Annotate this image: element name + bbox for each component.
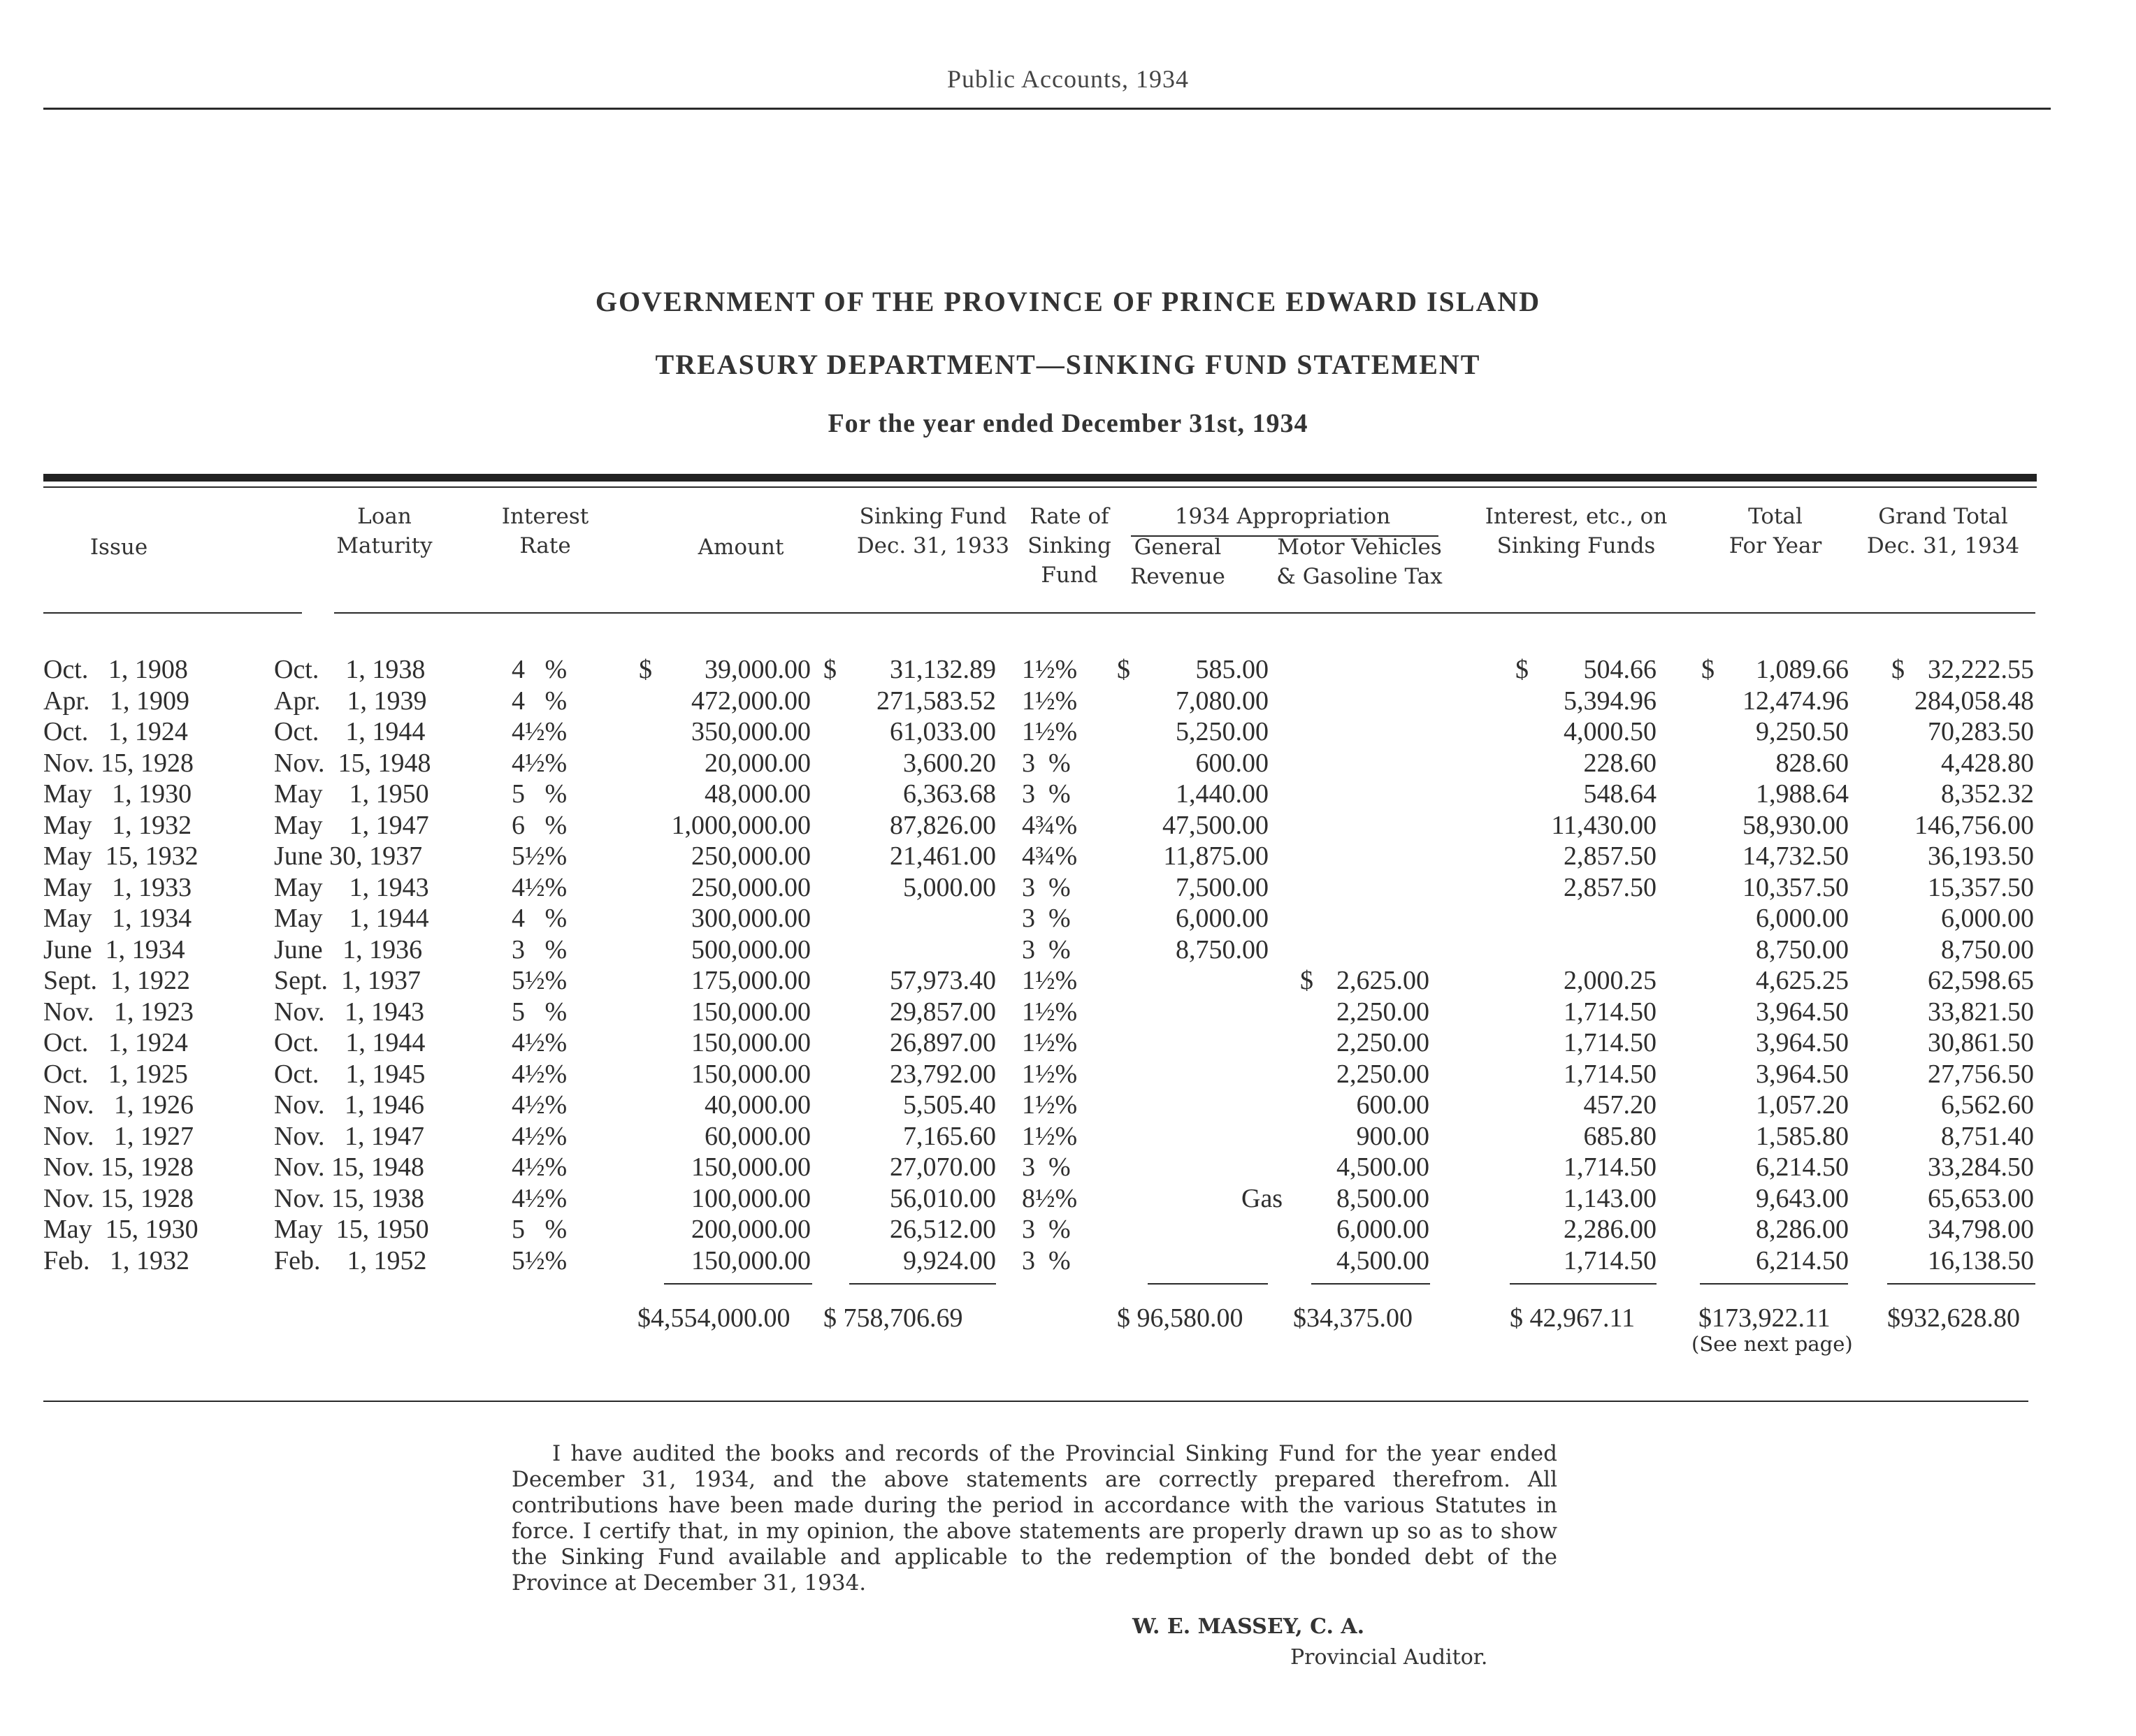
table-cell: 23,792.00: [890, 1059, 996, 1089]
table-cell: 150,000.00: [691, 1152, 811, 1182]
total-general-revenue: $ 96,580.00: [1117, 1303, 1243, 1333]
table-cell: 6,000.00: [1336, 1215, 1429, 1244]
table-cell: 200,000.00: [691, 1215, 811, 1244]
table-cell: [1293, 686, 1429, 717]
table-cell: 11,430.00: [1551, 810, 1657, 840]
table-cell: 1½%: [1022, 1121, 1078, 1151]
table-cell: 4½%: [512, 1028, 568, 1057]
table-cell: 900.00: [1356, 1121, 1429, 1151]
table-cell: 1,585.80: [1756, 1121, 1849, 1151]
table-cell: 600.00: [1356, 1090, 1429, 1120]
table-cell: 6,214.50: [1756, 1245, 1849, 1275]
table-cell: Oct. 1, 1938: [274, 655, 426, 684]
gas-label: Gas: [1241, 1184, 1283, 1213]
table-cell: 29,857.00: [890, 997, 996, 1027]
total-rule-total-year: [1700, 1283, 1848, 1285]
table-cell: 100,000.00: [691, 1183, 811, 1213]
table-cell: Nov. 15, 1928: [43, 1183, 194, 1213]
table-cell: [1293, 903, 1429, 934]
table-cell: 1,714.50: [1564, 1028, 1657, 1057]
dollar-sign-sinking-fund: $: [823, 655, 837, 684]
table-cell: 150,000.00: [691, 1245, 811, 1275]
table-cell: 12,474.96: [1742, 686, 1849, 716]
table-cell: 3 %: [1022, 748, 1071, 778]
table-cell: [1132, 1027, 1269, 1059]
table-cell: [1293, 934, 1429, 966]
table-cell: Nov. 15, 1928: [43, 1152, 194, 1182]
table-cell: 6,562.60: [1941, 1090, 2034, 1120]
table-cell: 11,875.00: [1163, 841, 1269, 871]
table-top-thin-rule: [43, 486, 2037, 488]
table-cell: Nov. 1, 1926: [43, 1090, 194, 1120]
table-cell: Nov. 1, 1946: [274, 1090, 424, 1120]
table-cell: 1½%: [1022, 966, 1078, 995]
table-cell: 26,512.00: [890, 1215, 996, 1244]
table-cell: Apr. 1, 1939: [274, 686, 427, 716]
table-cell: 8,500.00: [1336, 1183, 1429, 1213]
table-cell: 228.60: [1583, 748, 1657, 778]
table-cell: 457.20: [1583, 1090, 1657, 1120]
table-cell: 16,138.50: [1928, 1245, 2034, 1275]
table-cell: 30,861.50: [1928, 1028, 2034, 1057]
table-cell: 6,000.00: [1176, 904, 1269, 933]
table-cell: 4½%: [512, 872, 568, 902]
table-cell: [1293, 841, 1429, 872]
table-cell: 6 %: [512, 810, 568, 840]
table-cell: [1132, 997, 1269, 1028]
table-cell: May 15, 1932: [43, 841, 199, 871]
table-cell: 271,583.52: [876, 686, 996, 716]
table-cell: 4½%: [512, 1090, 568, 1120]
table-cell: Feb. 1, 1932: [43, 1245, 189, 1275]
table-top-rule: [43, 474, 2037, 482]
table-cell: 3 %: [1022, 1245, 1071, 1275]
table-cell: Nov. 1, 1927: [43, 1121, 194, 1151]
table-cell: 1,440.00: [1176, 779, 1269, 809]
table-cell: 4 %: [512, 686, 568, 716]
table-cell: 2,857.50: [1564, 872, 1657, 902]
header-loan-maturity: Loan Maturity: [336, 504, 433, 558]
table-cell: 27,756.50: [1928, 1059, 2034, 1089]
table-cell: 6,214.50: [1756, 1152, 1849, 1182]
table-cell: 7,165.60: [903, 1121, 996, 1151]
table-cell: Apr. 1, 1909: [43, 686, 189, 716]
table-cell: 8½%: [1022, 1183, 1078, 1213]
table-cell: 47,500.00: [1162, 810, 1269, 840]
table-cell: 48,000.00: [705, 779, 811, 809]
table-cell: 40,000.00: [705, 1090, 811, 1120]
auditor-statement: I have audited the books and records of the Provincial Sinking Fund for the year ended December 31, 1934, and the above statements are correctly prepared therefrom. All contributions have been made during the period in accordance with the various Statutes in force. I certify that, in my opinion, the above statements are properly drawn up so as to show the Sinking Fund available and applicable to the redemption of the bonded debt of the Province at December 31, 1934.: [512, 1441, 1557, 1596]
table-cell: 39,000.00: [705, 655, 811, 684]
table-cell: 5,505.40: [903, 1090, 996, 1120]
header-interest-rate: Interest Rate: [501, 504, 589, 558]
table-cell: Nov. 1, 1943: [274, 997, 424, 1027]
table-cell: Oct. 1, 1945: [274, 1059, 426, 1089]
table-cell: 5,394.96: [1564, 686, 1657, 716]
table-cell: 5½%: [512, 1245, 568, 1275]
column-issue: [43, 654, 246, 1276]
table-cell: 685.80: [1583, 1121, 1657, 1151]
table-cell: 585.00: [1195, 655, 1269, 684]
table-cell: May 1, 1932: [43, 810, 192, 840]
table-cell: 31,132.89: [890, 655, 996, 684]
table-cell: 1,000,000.00: [671, 810, 811, 840]
table-cell: Nov. 15, 1948: [274, 748, 431, 778]
table-cell: Sept. 1, 1937: [274, 966, 421, 995]
table-cell: 548.64: [1583, 779, 1657, 809]
table-cell: 5,000.00: [903, 872, 996, 902]
table-cell: 9,924.00: [903, 1245, 996, 1275]
header-rule: [43, 108, 2051, 110]
table-cell: 8,750.00: [1941, 934, 2034, 964]
table-cell: 3 %: [1022, 872, 1071, 902]
table-cell: 150,000.00: [691, 1028, 811, 1057]
table-cell: 62,598.65: [1928, 966, 2034, 995]
header-interest-on-sinking-funds: Interest, etc., on Sinking Funds: [1485, 504, 1668, 558]
table-cell: 4¾%: [1022, 810, 1078, 840]
table-cell: June 30, 1937: [274, 841, 423, 871]
table-cell: 4¾%: [1022, 841, 1078, 871]
table-cell: 3,964.50: [1756, 1059, 1849, 1089]
total-rule-interest: [1510, 1283, 1657, 1285]
table-cell: 1,714.50: [1564, 1059, 1657, 1089]
table-cell: May 1, 1950: [274, 779, 429, 809]
table-cell: Nov. 15, 1948: [274, 1152, 424, 1182]
table-cell: Oct. 1, 1924: [43, 717, 188, 746]
table-cell: 4½%: [512, 1183, 568, 1213]
table-cell: [1132, 1090, 1269, 1121]
column-amount: [657, 654, 811, 1276]
table-cell: Oct. 1, 1908: [43, 655, 188, 684]
table-cell: 2,000.25: [1564, 966, 1657, 995]
table-cell: 2,250.00: [1336, 1028, 1429, 1057]
table-cell: 8,352.32: [1941, 779, 2034, 809]
table-cell: Feb. 1, 1952: [274, 1245, 427, 1275]
table-cell: [1132, 1152, 1269, 1183]
table-cell: 10,357.50: [1742, 872, 1849, 902]
column-total-for-year: [1695, 654, 1849, 1276]
table-cell: 1½%: [1022, 655, 1078, 684]
table-cell: 2,250.00: [1336, 997, 1429, 1027]
table-cell: 4 %: [512, 655, 568, 684]
table-cell: June 1, 1936: [274, 934, 423, 964]
table-cell: 1,988.64: [1756, 779, 1849, 809]
table-cell: Nov. 1, 1947: [274, 1121, 424, 1151]
table-cell: [1132, 965, 1269, 997]
table-cell: Oct. 1, 1944: [274, 717, 426, 746]
header-rate-of-sinking-fund: Rate of Sinking Fund: [1027, 504, 1111, 588]
table-cell: 70,283.50: [1928, 717, 2034, 746]
table-cell: 2,286.00: [1564, 1215, 1657, 1244]
header-grand-total: Grand Total Dec. 31, 1934: [1866, 504, 2020, 558]
table-cell: 4½%: [512, 717, 568, 746]
table-cell: 3 %: [1022, 779, 1071, 809]
table-cell: 33,284.50: [1928, 1152, 2034, 1182]
dollar-sign-general-revenue: $: [1117, 655, 1130, 684]
total-motor-vehicles: $34,375.00: [1293, 1303, 1413, 1333]
table-cell: May 1, 1943: [274, 872, 429, 902]
dollar-sign-amount: $: [639, 655, 652, 684]
table-cell: 27,070.00: [890, 1152, 996, 1182]
table-cell: 4½%: [512, 748, 568, 778]
table-cell: 4,625.25: [1756, 966, 1849, 995]
table-cell: 1½%: [1022, 686, 1078, 716]
table-cell: 600.00: [1195, 748, 1269, 778]
table-cell: May 1, 1947: [274, 810, 429, 840]
table-cell: 8,750.00: [1756, 934, 1849, 964]
total-rule-motor-vehicles: [1311, 1283, 1430, 1285]
table-cell: 1½%: [1022, 1028, 1078, 1057]
table-cell: 87,826.00: [890, 810, 996, 840]
table-cell: Oct. 1, 1924: [43, 1028, 188, 1057]
table-cell: 4½%: [512, 1121, 568, 1151]
header-bottom-rule-2: [334, 612, 2035, 614]
auditor-name: W. E. MASSEY, C. A.: [1132, 1614, 1365, 1639]
table-cell: 58,930.00: [1742, 810, 1849, 840]
table-cell: 32,222.55: [1928, 655, 2034, 684]
table-cell: 9,643.00: [1756, 1183, 1849, 1213]
title-treasury: TREASURY DEPARTMENT—SINKING FUND STATEMENT: [655, 349, 1481, 380]
table-cell: 5,250.00: [1176, 717, 1269, 746]
dollar-sign-total-year: $: [1701, 655, 1715, 684]
header-1934-appropriation: 1934 Appropriation: [1174, 504, 1391, 529]
table-cell: Nov. 15, 1928: [43, 748, 194, 778]
total-rule-general-revenue: [1148, 1283, 1268, 1285]
table-cell: 8,750.00: [1176, 934, 1269, 964]
table-cell: 8,286.00: [1756, 1215, 1849, 1244]
header-general-revenue: General Revenue: [1130, 535, 1225, 589]
table-cell: 1½%: [1022, 1059, 1078, 1089]
table-cell: 1,057.20: [1756, 1090, 1849, 1120]
table-cell: 150,000.00: [691, 1059, 811, 1089]
table-cell: May 1, 1944: [274, 904, 429, 933]
table-cell: [1293, 654, 1429, 686]
table-cell: 7,080.00: [1176, 686, 1269, 716]
header-sinking-fund: Sinking Fund Dec. 31, 1933: [856, 504, 1010, 558]
total-interest-on-sf: $ 42,967.11: [1510, 1303, 1636, 1333]
table-cell: May 15, 1930: [43, 1215, 199, 1244]
table-cell: 146,756.00: [1914, 810, 2034, 840]
table-cell: 6,363.68: [903, 779, 996, 809]
table-cell: 175,000.00: [691, 966, 811, 995]
table-cell: 4,000.50: [1564, 717, 1657, 746]
header-amount: Amount: [698, 535, 784, 560]
table-cell: 60,000.00: [705, 1121, 811, 1151]
total-sinking-fund: $ 758,706.69: [823, 1303, 963, 1333]
table-cell: 1½%: [1022, 1090, 1078, 1120]
table-cell: 4 %: [512, 904, 568, 933]
table-cell: 8,751.40: [1941, 1121, 2034, 1151]
column-motor-vehicles: [1293, 654, 1429, 1276]
table-cell: 4,500.00: [1336, 1152, 1429, 1182]
table-cell: [1503, 934, 1657, 966]
table-cell: 2,857.50: [1564, 841, 1657, 871]
table-cell: 5 %: [512, 779, 568, 809]
table-cell: 1,089.66: [1756, 655, 1849, 684]
dollar-sign-grand-total: $: [1891, 655, 1905, 684]
table-cell: 36,193.50: [1928, 841, 2034, 871]
table-cell: 3 %: [1022, 904, 1071, 933]
table-cell: 2,625.00: [1336, 966, 1429, 995]
table-cell: May 1, 1934: [43, 904, 192, 933]
table-cell: [1293, 779, 1429, 810]
table-cell: 4½%: [512, 1059, 568, 1089]
table-cell: 1½%: [1022, 717, 1078, 746]
table-cell: [1293, 716, 1429, 748]
table-cell: 33,821.50: [1928, 997, 2034, 1027]
table-cell: 472,000.00: [691, 686, 811, 716]
title-government: GOVERNMENT OF THE PROVINCE OF PRINCE EDWARD ISLAND: [595, 286, 1541, 317]
table-cell: 3 %: [1022, 934, 1071, 964]
table-cell: 300,000.00: [691, 904, 811, 933]
total-for-year: $173,922.11: [1698, 1303, 1831, 1333]
table-cell: [1132, 1059, 1269, 1090]
table-cell: 21,461.00: [890, 841, 996, 871]
total-rule-sinking-fund: [849, 1283, 996, 1285]
table-cell: [1132, 1121, 1269, 1152]
table-cell: 3 %: [1022, 1215, 1071, 1244]
dollar-sign-interest: $: [1515, 655, 1529, 684]
footer-rule: [43, 1401, 2028, 1402]
table-cell: 34,798.00: [1928, 1215, 2034, 1244]
table-cell: 3 %: [512, 934, 568, 964]
table-cell: 15,357.50: [1928, 872, 2034, 902]
table-cell: 504.66: [1583, 655, 1657, 684]
table-cell: 5½%: [512, 841, 568, 871]
table-cell: 500,000.00: [691, 934, 811, 964]
table-cell: 150,000.00: [691, 997, 811, 1027]
table-cell: [1293, 872, 1429, 904]
table-cell: [860, 934, 996, 966]
table-cell: 350,000.00: [691, 717, 811, 746]
column-interest-rate: [512, 654, 596, 1276]
table-cell: 3,600.20: [903, 748, 996, 778]
dollar-sign-motor-vehicles: $: [1300, 966, 1313, 995]
table-cell: Oct. 1, 1925: [43, 1059, 188, 1089]
table-cell: [1293, 748, 1429, 779]
table-cell: 1,714.50: [1564, 1245, 1657, 1275]
auditor-title: Provincial Auditor.: [1290, 1645, 1488, 1670]
column-sf-rate: [1022, 654, 1099, 1276]
table-cell: Nov. 15, 1938: [274, 1183, 424, 1213]
total-amount: $4,554,000.00: [637, 1303, 791, 1333]
table-cell: 4½%: [512, 1152, 568, 1182]
total-rule-grand-total: [1887, 1283, 2035, 1285]
table-cell: June 1, 1934: [43, 934, 185, 964]
header-total-for-year: Total For Year: [1729, 504, 1822, 558]
column-sinking-fund: [860, 654, 996, 1276]
table-cell: 3,964.50: [1756, 1028, 1849, 1057]
table-cell: [1132, 1214, 1269, 1245]
table-cell: 1,143.00: [1564, 1183, 1657, 1213]
table-cell: 1,714.50: [1564, 1152, 1657, 1182]
table-cell: 284,058.48: [1914, 686, 2034, 716]
table-cell: May 15, 1950: [274, 1215, 429, 1244]
table-cell: 4,428.80: [1941, 748, 2034, 778]
table-cell: 57,973.40: [890, 966, 996, 995]
total-rule-amount: [664, 1283, 812, 1285]
table-cell: [860, 903, 996, 934]
table-cell: 828.60: [1775, 748, 1849, 778]
table-cell: 56,010.00: [890, 1183, 996, 1213]
table-cell: 26,897.00: [890, 1028, 996, 1057]
table-cell: 7,500.00: [1176, 872, 1269, 902]
table-cell: Sept. 1, 1922: [43, 966, 191, 995]
header-issue: Issue: [89, 535, 148, 560]
header-bottom-rule-1: [43, 612, 302, 614]
see-next-page-note: (See next page): [1691, 1332, 1853, 1356]
table-cell: 4,500.00: [1336, 1245, 1429, 1275]
table-cell: [1503, 903, 1657, 934]
table-cell: 1½%: [1022, 997, 1078, 1027]
table-cell: 6,000.00: [1941, 904, 2034, 933]
table-cell: 5 %: [512, 997, 568, 1027]
table-cell: May 1, 1930: [43, 779, 192, 809]
table-cell: 65,653.00: [1928, 1183, 2034, 1213]
table-cell: 14,732.50: [1742, 841, 1849, 871]
table-cell: 5½%: [512, 966, 568, 995]
total-grand-total: $932,628.80: [1887, 1303, 2020, 1333]
table-cell: 6,000.00: [1756, 904, 1849, 933]
table-cell: 2,250.00: [1336, 1059, 1429, 1089]
column-grand-total: [1873, 654, 2034, 1276]
table-cell: 3 %: [1022, 1152, 1071, 1182]
table-cell: 1,714.50: [1564, 997, 1657, 1027]
table-cell: 3,964.50: [1756, 997, 1849, 1027]
column-interest-on-sf: [1503, 654, 1657, 1276]
table-cell: Nov. 1, 1923: [43, 997, 194, 1027]
table-cell: 250,000.00: [691, 872, 811, 902]
title-year: For the year ended December 31st, 1934: [828, 409, 1308, 438]
running-head: Public Accounts, 1934: [947, 65, 1189, 93]
header-motor-vehicles: Motor Vehicles & Gasoline Tax: [1276, 535, 1443, 589]
table-cell: 250,000.00: [691, 841, 811, 871]
table-cell: 9,250.50: [1756, 717, 1849, 746]
column-maturity: [274, 654, 477, 1276]
table-cell: 20,000.00: [705, 748, 811, 778]
table-cell: 61,033.00: [890, 717, 996, 746]
table-cell: [1132, 1245, 1269, 1277]
table-cell: May 1, 1933: [43, 872, 192, 902]
table-cell: [1293, 810, 1429, 841]
table-cell: 5 %: [512, 1215, 568, 1244]
table-cell: Oct. 1, 1944: [274, 1028, 426, 1057]
